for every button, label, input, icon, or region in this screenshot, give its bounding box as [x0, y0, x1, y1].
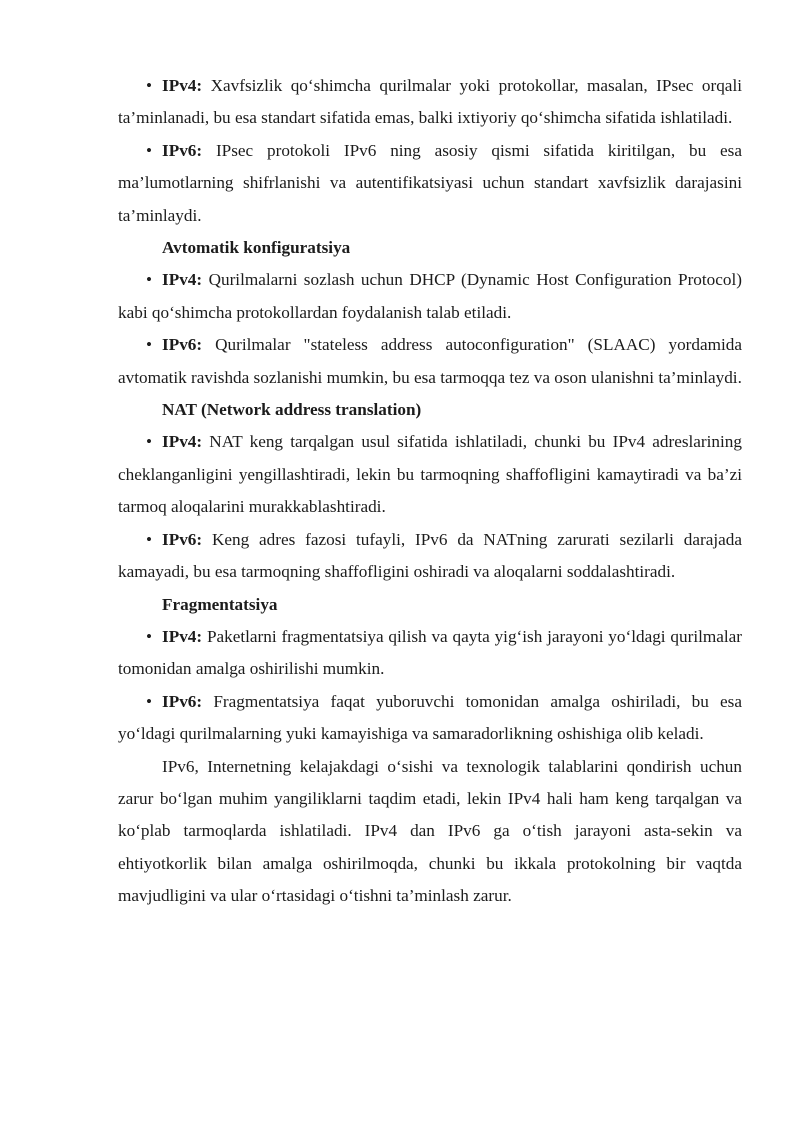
bullet-dot: • — [146, 76, 153, 95]
conclusion-paragraph: IPv6, Internetning kelajakdagi o‘sishi va texnologik talablarini qondirish uchun zarur bo‘lgan muhim yangiliklarni taqdim etadi, lekin IPv4 hali ham keng tarqalgan va ko‘plab tarmoqlarda ishlatiladi. IPv4 dan IPv6 ga o‘tish jarayoni asta-sekin va ehtiyotkorlik bilan amalga oshirilmoqda, chunki bu ikkala protokolning bir vaqtda mavjudligini va ular o‘rtasidagi o‘tishni ta’minlash zarur. — [118, 756, 742, 906]
bullet-label: IPv6: — [162, 335, 203, 355]
bullet-text: Keng adres fazosi tufayli, IPv6 da NATning zarurati sezilarli darajada kamayadi, bu esa tarmoqning shaffofligini oshiradi va aloqalarni soddalashtiradi. — [118, 529, 742, 582]
bullet-dot: • — [146, 432, 153, 452]
bullet-label: IPv4: — [162, 270, 203, 290]
bullet-dot: • — [146, 270, 153, 290]
section-heading: NAT (Network address translation) — [162, 400, 422, 420]
bullet-item — [118, 426, 742, 523]
bullet-dot: • — [146, 529, 153, 549]
bullet-dot: • — [146, 335, 153, 355]
bullet-text: Paketlarni fragmentatsiya qilish va qayta yig‘ish jarayoni yo‘ldagi qurilmalar tomonidan amalga oshirilishi mumkin. — [118, 626, 742, 679]
bullet-label: IPv4: — [162, 432, 203, 452]
bullet-text: Fragmentatsiya faqat yuboruvchi tomonidan amalga oshiriladi, bu esa yo‘ldagi qurilmalarning yuki kamayishiga va samaradorlikning oshishiga olib keladi. — [118, 691, 742, 744]
bullet-item — [118, 135, 742, 232]
bullet-item — [118, 621, 742, 686]
bullet-item — [118, 70, 742, 135]
bullet-dot: • — [146, 691, 153, 711]
section-heading: Fragmentatsiya — [162, 594, 278, 614]
bullet-dot: • — [146, 626, 153, 646]
bullet-text: IPsec protokoli IPv6 ning asosiy qismi sifatida kiritilgan, bu esa ma’lumotlarning shifrlanishi va autentifikatsiyasi uchun standart xavfsizlik darajasini ta’minlaydi. — [118, 140, 742, 225]
bullet-dot: • — [146, 140, 153, 160]
bullet-label: IPv6: — [162, 140, 203, 160]
section-heading: Avtomatik konfiguratsiya — [162, 238, 351, 258]
bullet-text: Xavfsizlik qo‘shimcha qurilmalar yoki protokollar, masalan, IPsec orqali ta’minlanadi, bu esa standart sifatida emas, balki ixtiyoriy qo‘shimcha sifatida ishlatiladi. — [118, 76, 742, 128]
bullet-text: Qurilmalar "stateless address autoconfiguration" (SLAAC) yordamida avtomatik ravishda sozlanishi mumkin, bu esa tarmoqqa tez va oson ulanishni ta’minlaydi. — [118, 335, 742, 387]
bullet-label: IPv6: — [162, 691, 203, 711]
bullet-text: NAT keng tarqalgan usul sifatida ishlatiladi, chunki bu IPv4 adreslarining cheklanganligini yengillashtiradi, lekin bu tarmoqning shaffofligini kamaytiradi va ba’zi tarmoq aloqalarini murakkablashtiradi. — [118, 432, 742, 517]
bullet-item — [118, 686, 742, 751]
bullet-label: IPv6: — [162, 529, 203, 549]
bullet-label: IPv4: — [162, 626, 203, 646]
bullet-text: Qurilmalarni sozlash uchun DHCP (Dynamic Host Configuration Protocol) kabi qo‘shimcha protokollardan foydalanish talab etiladi. — [118, 270, 742, 322]
bullet-item — [118, 524, 742, 589]
bullet-label: IPv4: — [162, 76, 203, 95]
document-page — [118, 70, 742, 913]
bullet-item — [118, 264, 742, 329]
bullet-item — [118, 329, 742, 394]
